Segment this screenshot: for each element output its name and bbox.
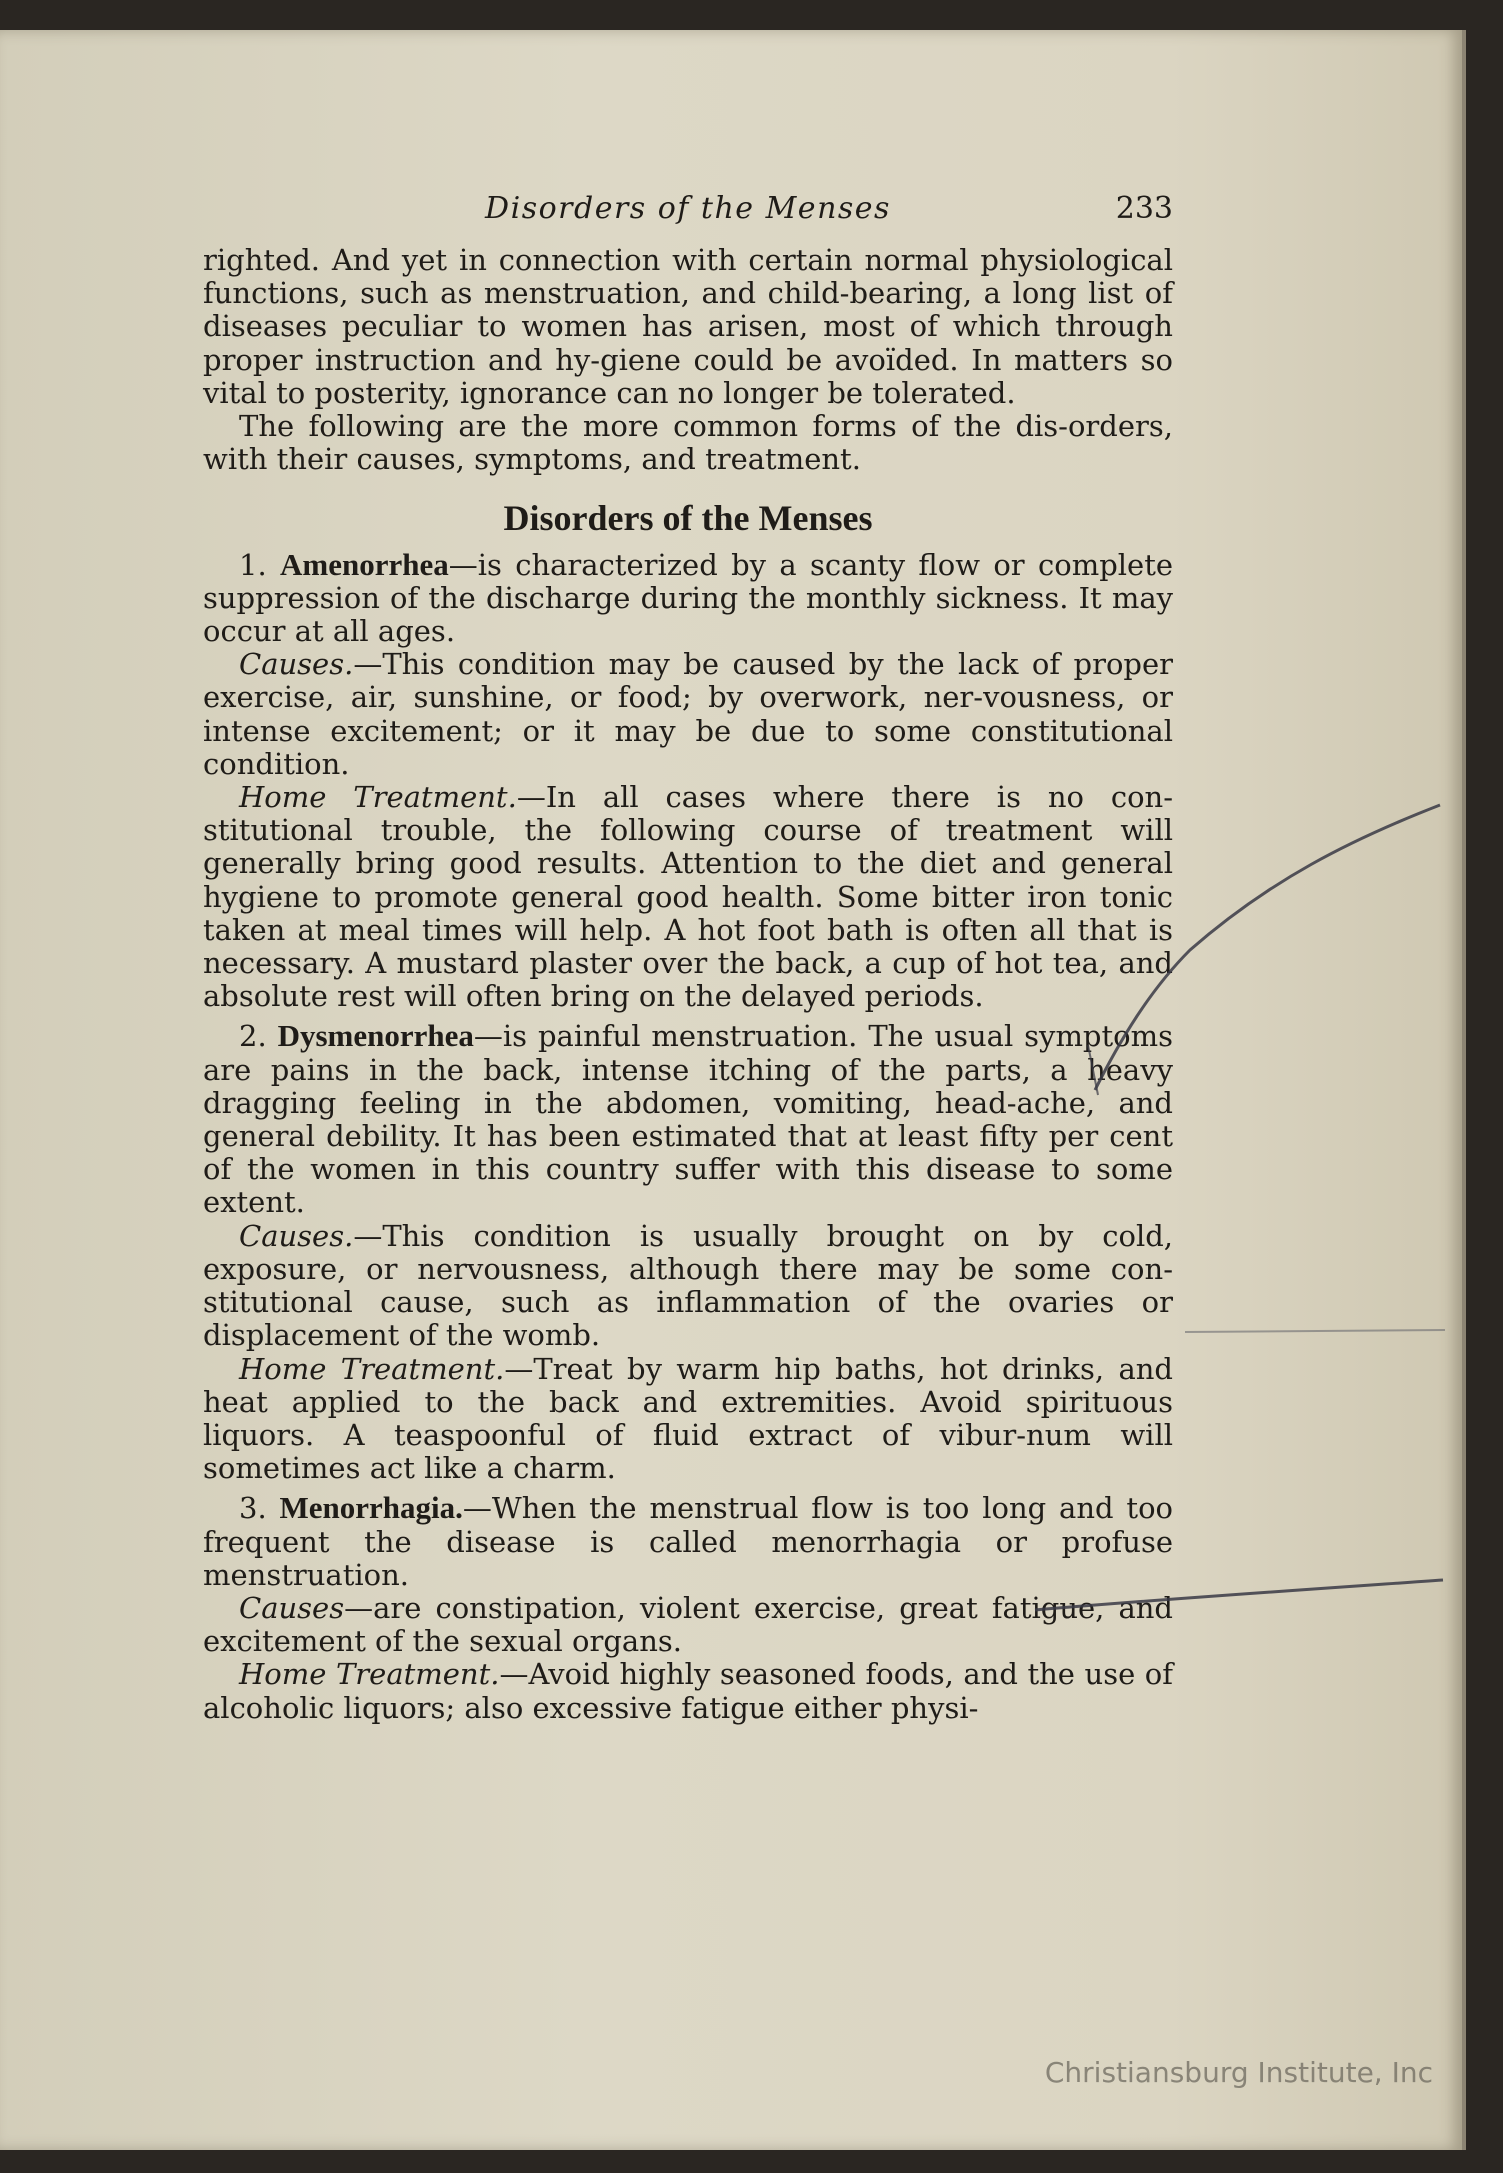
entry-treatment: [203, 1353, 1173, 1486]
treatment-label: Home Treatment.: [239, 780, 517, 815]
page-content: [203, 192, 1173, 1725]
running-head: [203, 192, 1173, 240]
causes-label: Causes: [239, 1590, 345, 1625]
entry-definition: [203, 1019, 1173, 1219]
causes-text: —This condition may be caused by the lack of proper exercise, air, sunshine, or food; by overwork, ner-vousness, or intense excitement; or it may be due to some constitutional condition.: [203, 647, 1173, 781]
section-heading: Disorders of the Menses: [503, 498, 873, 539]
causes-label: Causes.: [239, 647, 354, 682]
entry-causes: [203, 1220, 1173, 1353]
intro-paragraph: righted. And yet in connection with certain normal physiological functions, such as menstruation, and child-bearing, a long list of diseases peculiar to women has arisen, most of which through proper instruction and hy-giene could be avoïded. In matters so vital to posterity, ignorance can no longer be tolerated.: [203, 243, 1173, 410]
entry-definition-text: —When the menstrual flow is too long and too frequent the disease is called menorrhagia or profuse menstruation.: [203, 1491, 1173, 1592]
entry-number: 1.: [239, 547, 267, 582]
entry-number: 3.: [239, 1491, 267, 1526]
entry-causes: [203, 648, 1173, 781]
treatment-label: Home Treatment.: [239, 1351, 505, 1386]
treatment-text: —Treat by warm hip baths, hot drinks, and heat applied to the back and extremities. Avoid spirituous liquors. A teaspoonful of fluid extract of vibur-num will sometimes act like a charm.: [203, 1351, 1173, 1486]
running-head-title: Disorders of the Menses: [485, 191, 891, 226]
entry-definition-text: —is painful menstruation. The usual symptoms are pains in the back, intense itching of the parts, a heavy dragging feeling in the abdomen, vomiting, head-ache, and general debility. It has been estimated that at least fifty per cent of the women in this country suffer with this disease to some extent.: [203, 1019, 1173, 1220]
entry-definition-text: —is characterized by a scanty flow or complete suppression of the discharge during the monthly sickness. It may occur at all ages.: [203, 547, 1174, 649]
entry-causes: [203, 1592, 1173, 1658]
entry-definition: [203, 548, 1173, 649]
treatment-label: Home Treatment.: [239, 1657, 500, 1692]
entry-term: Menorrhagia.: [279, 1490, 463, 1526]
entry-number: 2.: [239, 1019, 267, 1054]
page-number: 233: [1115, 191, 1173, 226]
entry-definition: [203, 1491, 1173, 1592]
causes-text: —are constipation, violent exercise, great fatigue, and excitement of the sexual organs.: [203, 1590, 1173, 1659]
causes-label: Causes.: [239, 1218, 354, 1253]
entry-term: Amenorrhea: [280, 546, 449, 582]
entry-treatment: [203, 1658, 1173, 1724]
treatment-text: —Avoid highly seasoned foods, and the use of alcoholic liquors; also excessive fatigue either physi-: [203, 1657, 1173, 1725]
entry-term: Dysmenorrhea: [277, 1018, 474, 1054]
entry-treatment: [203, 781, 1173, 1013]
treatment-text: —In all cases where there is no con-stitutional trouble, the following course of treatment will generally bring good results. Attention to the diet and general hygiene to promote general good health. Some bitter iron tonic taken at meal times will help. A hot foot bath is often all that is necessary. A mustard plaster over the back, a cup of hot tea, and absolute rest will often bring on the delayed periods.: [203, 780, 1173, 1014]
causes-text: —This condition is usually brought on by cold, exposure, or nervousness, although there may be some con-stitutional cause, such as inflammation of the ovaries or displacement of the womb.: [203, 1218, 1173, 1353]
intro-paragraph: The following are the more common forms of the dis-orders, with their causes, symptoms, and treatment.: [203, 409, 1173, 477]
watermark: Christiansburg Institute, Inc: [1044, 2056, 1433, 2089]
